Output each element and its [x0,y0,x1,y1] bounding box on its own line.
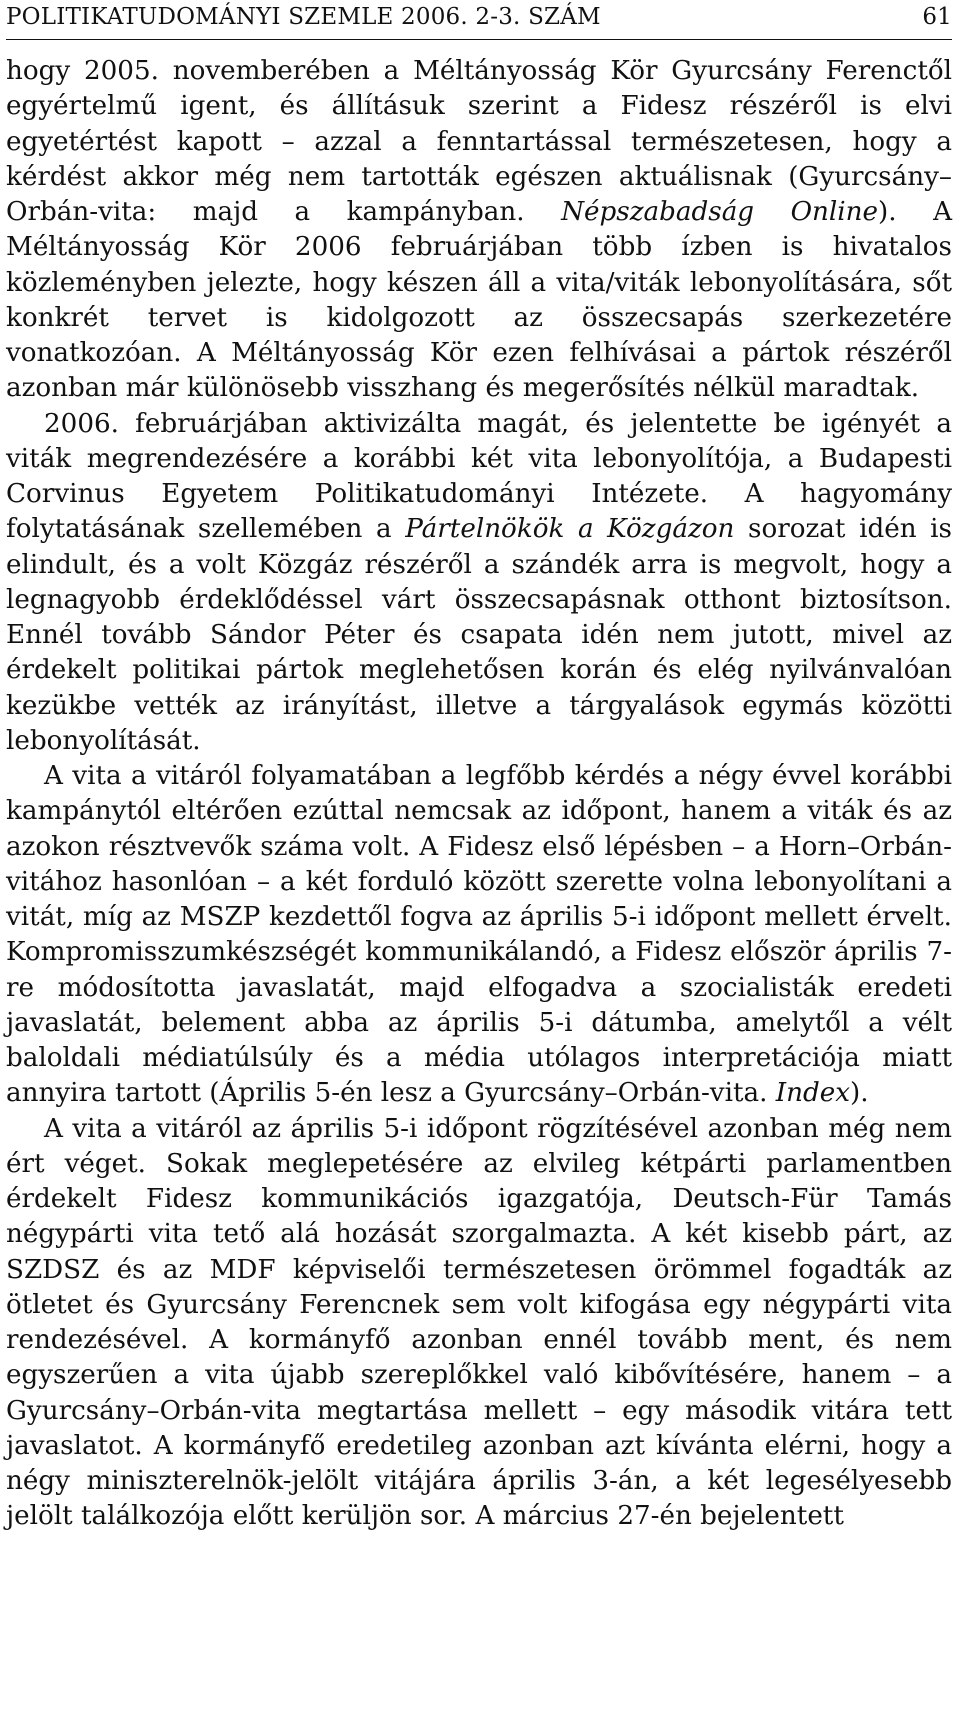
paragraph-2-text-b: sorozat idén is elindult, és a volt Közgáz részéről a szándék arra is megvolt, hogy a legnagyobb érdeklődéssel várt összecsapásnak otthont biztosítson. Ennél tovább Sándor Péter és csapata idén nem jutott, mivel az érdekelt politikai pártok meglehetősen korán és elég nyilvánvalóan kezükbe vették az irányítást, illetve a tárgyalások egymás közötti lebonyolítását. [6,514,952,756]
paragraph-1-text-a: hogy 2005. novemberében a Méltányosság Kör Gyurcsány Ferenctől egyértelmű igent, és állításuk szerint a Fidesz részéről is elvi egyetértést kapott – azzal a fenntartással természetesen, hogy a kérdést akkor még nem tartották egészen aktuálisnak (Gyurcsány–Orbán-vita: majd a kampányban. [6,56,952,227]
paragraph-2-text-a: 2006. februárjában aktivizálta magát, és jelentette be igényét a viták megrendezésére a korábbi két vita lebonyolítója, a Budapesti Corvinus Egyetem Politikatudományi Intézete. A hagyomány folytatásának szellemében a [6,408,952,545]
source-nepszabadsag-online: Népszabadság Online [561,197,879,227]
paragraph-4-text-a: A vita a vitáról az április 5-i időpont rögzítésével azonban még nem ért véget. Sokak meglepetésére az elvileg kétpárti parlamentben érdekelt Fidesz kommunikációs igazgatója, Deutsch-Für Tamás négypárti vita tető alá hozását szorgalmazta. A két kisebb párt, az SZDSZ és az MDF képviselői természetesen örömmel fogadták az ötletet és Gyurcsány Ferencnek sem volt kifogása egy négypárti vita rendezésével. A kormányfő azonban ennél tovább ment, és nem egyszerűen a vita újabb szereplőkkel való kibővítésére, hanem – a Gyurcsány–Orbán-vita megtartása mellett – egy második vitára tett javaslatot. A kormányfő eredetileg azonban azt kívánta elérni, hogy a négy miniszterelnök-jelölt vitájára április 3-án, a két legesélyesebb jelölt találkozója előtt kerüljön sor. A március 27-én bejelentett [6,1113,952,1532]
journal-title: POLITIKATUDOMÁNYI SZEMLE 2006. 2-3. SZÁM [6,4,601,30]
paragraph-3-text-b: ). [850,1078,869,1109]
page-number: 61 [922,4,952,30]
source-index: Index [775,1078,851,1109]
paragraph-3 [6,759,952,1112]
body-text [6,54,952,1535]
series-title-partelnokok: Pártelnökök a Közgázon [405,514,735,545]
paragraph-3-text-a: A vita a vitáról folyamatában a legfőbb kérdés a négy évvel korábbi kampánytól eltérően ezúttal nemcsak az időpont, hanem a viták és az azokon résztvevők száma volt. A Fidesz első lépésben – a Horn–Orbán-vitához hasonlóan – a két forduló között szerette volna lebonyolítani a vitát, míg az MSZP kezdettől fogva az április 5-i időpont mellett érvelt. Kompromisszumkészségét kommunikálandó, a Fidesz először április 7-re módosította javaslatát, majd elfogadva a szocialisták eredeti javaslatát, belement abba az április 5-i dátumba, amelytől a vélt baloldali médiatúlsúly és a média utólagos interpretációja miatt annyira tartott (Április 5-én lesz a Gyurcsány–Orbán-vita. [6,761,952,1109]
paragraph-2 [6,407,952,760]
paragraph-1 [6,54,952,407]
paragraph-1-text-b: ). A Méltányosság Kör 2006 februárjában több ízben is hivatalos közleményben jelezte, hogy készen áll a vita/viták lebonyolítására, sőt konkrét tervet is kidolgozott az összecsapás szerkezetére vonatkozóan. A Méltányosság Kör ezen felhívásai a pártok részéről azonban már különösebb visszhang és megerősítés nélkül maradtak. [6,197,952,404]
running-header [6,0,952,40]
paragraph-4 [6,1112,952,1535]
